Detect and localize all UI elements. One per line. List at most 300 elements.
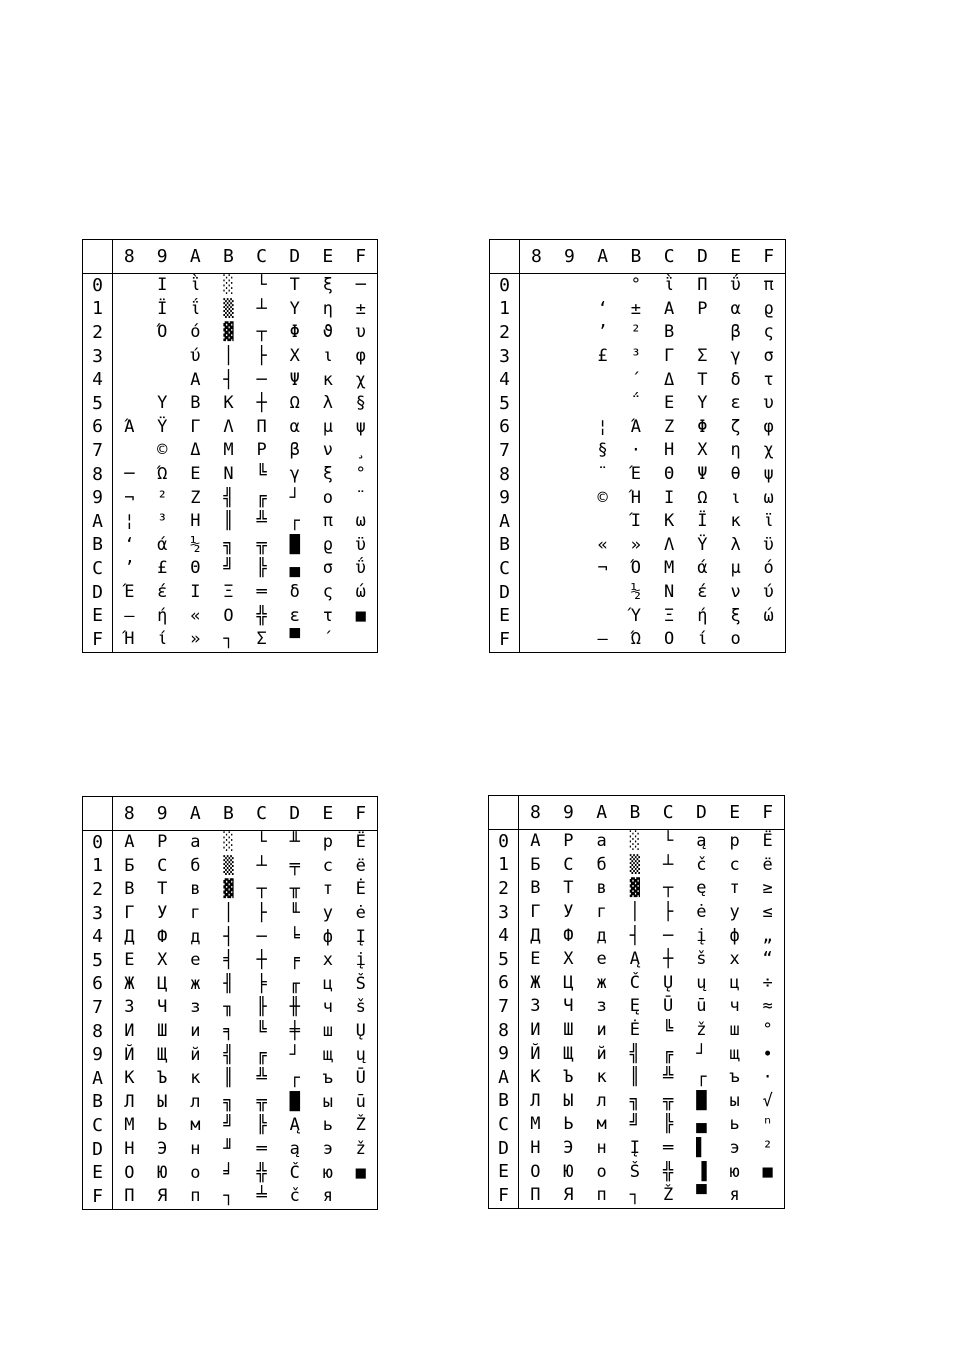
table-row (83, 855, 378, 879)
table-row (489, 1137, 785, 1161)
table-row (83, 557, 378, 581)
char-cell: ╟ (256, 997, 267, 1018)
row-header: F (490, 628, 520, 652)
column-header: D (686, 240, 719, 274)
char-cell: ║ (629, 1067, 640, 1088)
char-cell (553, 274, 586, 298)
char-cell: ы (322, 1091, 333, 1112)
table-row (83, 949, 378, 973)
char-cell: л (190, 1091, 201, 1112)
char-cell: Л (124, 1091, 135, 1112)
char-cell: ░ (223, 832, 234, 853)
char-cell: Ρ (256, 440, 267, 461)
char-cell: ─ (355, 275, 366, 296)
char-cell: Р (157, 832, 168, 853)
char-cell: Χ (289, 346, 300, 367)
char-cell: Ъ (157, 1068, 168, 1089)
char-cell: Η (190, 511, 201, 532)
char-cell: Т (157, 879, 168, 900)
char-cell: ╡ (223, 950, 234, 971)
char-cell: Ф (157, 926, 168, 947)
char-cell: Λ (664, 534, 675, 555)
char-cell: ų (696, 972, 707, 993)
char-cell: Ч (563, 996, 574, 1017)
char-cell: ╩ (663, 1067, 674, 1088)
char-cell: о (596, 1161, 607, 1182)
char-cell: ξ (322, 464, 333, 485)
char-cell: ┴ (256, 298, 267, 319)
char-cell: ь (322, 1115, 333, 1136)
char-cell: Ξ (664, 605, 675, 626)
column-header: E (311, 240, 344, 274)
char-cell: ё (762, 854, 773, 875)
char-cell: Г (124, 903, 135, 924)
char-cell: © (597, 487, 608, 508)
char-cell: л (596, 1090, 607, 1111)
row-header: B (490, 534, 520, 558)
char-cell: м (190, 1115, 201, 1136)
char-cell: ω (355, 511, 366, 532)
char-cell: σ (322, 558, 333, 579)
char-cell: Ы (563, 1090, 574, 1111)
char-cell: Щ (157, 1044, 168, 1065)
char-cell: Ь (563, 1114, 574, 1135)
char-cell: к (190, 1068, 201, 1089)
char-cell: И (530, 1020, 541, 1041)
char-cell: Ω (289, 393, 300, 414)
row-header: 3 (83, 345, 113, 369)
char-cell: О (530, 1161, 541, 1182)
char-cell: Х (157, 950, 168, 971)
table-row (490, 392, 786, 416)
char-cell: ΄ (630, 369, 641, 390)
char-cell: Ε (190, 464, 201, 485)
char-cell: č (696, 854, 707, 875)
char-cell: ц (729, 972, 740, 993)
char-cell: Η (664, 440, 675, 461)
char-cell: Β (664, 322, 675, 343)
char-cell: ξ (730, 605, 741, 626)
table-row (83, 1067, 378, 1091)
char-cell: п (596, 1185, 607, 1206)
char-cell: п (190, 1186, 201, 1207)
column-header: 9 (552, 796, 585, 830)
char-cell: ■ (355, 1162, 366, 1183)
char-cell: Ф (563, 925, 574, 946)
char-cell: к (596, 1067, 607, 1088)
char-cell: Д (124, 926, 135, 947)
char-cell: в (596, 878, 607, 899)
char-cell: π (763, 275, 774, 296)
char-cell: т (322, 879, 333, 900)
char-cell: ά (697, 558, 708, 579)
char-cell: ╒ (289, 950, 300, 971)
char-cell (520, 345, 553, 369)
char-cell: Ω (697, 487, 708, 508)
char-cell: Π (697, 275, 708, 296)
char-cell: ύ (190, 346, 201, 367)
char-cell: ╔ (663, 1043, 674, 1064)
char-cell (586, 392, 619, 416)
char-cell: ³ (630, 346, 641, 367)
char-cell: į (696, 925, 707, 946)
char-cell: ╨ (289, 832, 300, 853)
char-cell: ╚ (663, 1020, 674, 1041)
row-header: 7 (490, 439, 520, 463)
char-cell: А (124, 832, 135, 853)
row-header: F (83, 1185, 113, 1209)
row-header: 2 (83, 878, 113, 902)
row-header: 3 (490, 345, 520, 369)
table-row (490, 557, 786, 581)
char-cell: Κ (664, 511, 675, 532)
table-row (83, 416, 378, 440)
row-header: 2 (83, 321, 113, 345)
table-row (489, 1042, 785, 1066)
char-cell: ┌ (289, 511, 300, 532)
table-row (490, 274, 786, 298)
char-cell: ž (696, 1020, 707, 1041)
char-cell: ф (322, 926, 333, 947)
char-cell: γ (730, 346, 741, 367)
row-header: 6 (83, 973, 113, 997)
char-cell (113, 345, 146, 369)
table-row (83, 973, 378, 997)
charset-table-1 (82, 239, 378, 653)
char-cell: ϊ (763, 511, 774, 532)
char-cell: Δ (664, 369, 675, 390)
char-cell: ζ (730, 416, 741, 437)
char-cell: § (355, 393, 366, 414)
table-row (83, 439, 378, 463)
row-header: 2 (489, 877, 519, 901)
char-cell: ž (355, 1139, 366, 1160)
row-header: 1 (490, 298, 520, 322)
row-header: 7 (83, 439, 113, 463)
column-header: C (245, 240, 278, 274)
char-cell: ╦ (663, 1090, 674, 1111)
corner-cell (83, 240, 113, 274)
char-cell: │ (223, 903, 234, 924)
char-cell: ┤ (223, 369, 234, 390)
table-row (489, 1113, 785, 1137)
char-cell: Τ (697, 369, 708, 390)
char-cell: ┤ (629, 925, 640, 946)
char-cell: γ (289, 464, 300, 485)
row-header: E (83, 1161, 113, 1185)
char-cell: Ū (663, 996, 674, 1017)
row-header: 1 (83, 298, 113, 322)
char-cell: Й (124, 1044, 135, 1065)
char-cell: ‘ (124, 534, 135, 555)
char-cell (553, 534, 586, 558)
row-header: 5 (490, 392, 520, 416)
column-header: 8 (113, 240, 146, 274)
char-cell: Ώ (630, 629, 641, 650)
char-cell: ψ (355, 416, 366, 437)
char-cell: ’ (597, 322, 608, 343)
char-cell: ш (322, 1021, 333, 1042)
column-header: A (179, 240, 212, 274)
column-header: A (585, 796, 618, 830)
char-cell: ϱ (322, 534, 333, 555)
char-cell: ▄ (289, 558, 300, 579)
char-cell: μ (322, 416, 333, 437)
char-cell: ╣ (223, 487, 234, 508)
char-cell: Γ (664, 346, 675, 367)
char-cell: σ (763, 346, 774, 367)
row-header: F (489, 1184, 519, 1208)
char-cell (113, 274, 146, 298)
row-header: E (490, 604, 520, 628)
char-cell (553, 298, 586, 322)
char-cell: Ν (223, 464, 234, 485)
char-cell: ¨ (597, 464, 608, 485)
char-cell: ▄ (696, 1114, 707, 1135)
char-cell: з (190, 997, 201, 1018)
char-cell: ¦ (124, 511, 135, 532)
char-cell (553, 416, 586, 440)
char-cell: ├ (256, 346, 267, 367)
char-cell: Ή (630, 487, 641, 508)
char-cell: ύ (763, 582, 774, 603)
char-cell: Μ (664, 558, 675, 579)
char-cell: β (289, 440, 300, 461)
char-cell: δ (730, 369, 741, 390)
char-cell: ║ (223, 1068, 234, 1089)
char-cell: ░ (629, 831, 640, 852)
column-header: F (752, 240, 785, 274)
char-cell: « (190, 605, 201, 626)
char-cell: ┘ (289, 487, 300, 508)
char-cell: ū (355, 1091, 366, 1112)
table-row (83, 486, 378, 510)
char-cell: έ (697, 582, 708, 603)
char-cell (553, 463, 586, 487)
char-cell: В (530, 878, 541, 899)
char-cell: ╜ (223, 1139, 234, 1160)
char-cell: │ (223, 346, 234, 367)
char-cell: Ж (124, 973, 135, 994)
table-row (489, 1184, 785, 1208)
char-cell: ∙ (762, 1043, 773, 1064)
char-cell: ³ (157, 511, 168, 532)
char-cell (553, 486, 586, 510)
char-cell: П (530, 1185, 541, 1206)
char-cell: Σ (256, 629, 267, 650)
char-cell: у (322, 903, 333, 924)
char-cell: Ė (629, 1020, 640, 1041)
char-cell: ■ (355, 605, 366, 626)
table-row (83, 345, 378, 369)
char-cell: ϋ (763, 534, 774, 555)
table-row (490, 510, 786, 534)
char-cell: ┌ (696, 1067, 707, 1088)
char-cell: ¨ (355, 487, 366, 508)
char-cell: ╚ (256, 1021, 267, 1042)
char-cell: ╝ (223, 1115, 234, 1136)
row-header: 3 (83, 902, 113, 926)
char-cell: Ų (355, 1021, 366, 1042)
char-cell: ° (762, 1020, 773, 1041)
char-cell: Ϊ (697, 511, 708, 532)
column-header: C (245, 797, 278, 831)
char-cell: ь (729, 1114, 740, 1135)
char-cell: ║ (223, 511, 234, 532)
char-cell: щ (322, 1044, 333, 1065)
char-cell: г (190, 903, 201, 924)
table-row (490, 486, 786, 510)
column-header: B (212, 240, 245, 274)
char-cell (113, 439, 146, 463)
char-cell: М (124, 1115, 135, 1136)
column-header: A (179, 797, 212, 831)
char-cell: ² (762, 1138, 773, 1159)
char-cell: Ψ (289, 369, 300, 390)
char-cell: Ή (124, 629, 135, 650)
row-header: 4 (490, 368, 520, 392)
charset-table-4 (488, 795, 785, 1209)
char-cell: ╬ (256, 1162, 267, 1183)
char-cell (553, 581, 586, 605)
char-cell: Я (157, 1186, 168, 1207)
char-cell: Μ (223, 440, 234, 461)
char-cell (520, 534, 553, 558)
char-cell: ╦ (256, 1091, 267, 1112)
char-cell: Š (355, 973, 366, 994)
table-row (490, 439, 786, 463)
row-header: A (83, 1067, 113, 1091)
char-cell: э (729, 1138, 740, 1159)
char-cell: ῒ (190, 275, 201, 296)
char-cell: б (596, 854, 607, 875)
char-cell: η (730, 440, 741, 461)
table-row (83, 321, 378, 345)
char-cell: ╞ (256, 973, 267, 994)
char-cell: г (596, 902, 607, 923)
char-cell: ≈ (762, 996, 773, 1017)
row-header: D (83, 581, 113, 605)
char-cell: ώ (355, 582, 366, 603)
row-header: D (489, 1137, 519, 1161)
char-cell: ─ (256, 926, 267, 947)
char-cell: Ч (157, 997, 168, 1018)
char-cell: Ό (630, 558, 641, 579)
row-header: 8 (83, 463, 113, 487)
char-cell: ϑ (322, 322, 333, 343)
table-row (83, 510, 378, 534)
char-cell: ╬ (256, 605, 267, 626)
char-cell: └ (256, 275, 267, 296)
char-cell: ═ (663, 1138, 674, 1159)
char-cell: я (729, 1185, 740, 1206)
char-cell: П (124, 1186, 135, 1207)
char-cell: ┬ (256, 322, 267, 343)
column-header: 9 (146, 797, 179, 831)
char-cell: З (530, 996, 541, 1017)
corner-cell (489, 796, 519, 830)
char-cell: Н (124, 1139, 135, 1160)
char-cell: Ξ (223, 582, 234, 603)
char-cell: ъ (729, 1067, 740, 1088)
char-cell: ΰ (730, 275, 741, 296)
row-header: 5 (83, 949, 113, 973)
char-cell: ╝ (223, 558, 234, 579)
table-row (83, 1138, 378, 1162)
char-cell: ч (322, 997, 333, 1018)
char-cell: ό (763, 558, 774, 579)
char-cell: ‘ (597, 298, 608, 319)
char-cell (520, 510, 553, 534)
table-row (83, 392, 378, 416)
column-header: B (618, 796, 651, 830)
char-cell: ┐ (223, 1186, 234, 1207)
char-cell: н (190, 1139, 201, 1160)
char-cell: κ (322, 369, 333, 390)
row-header: B (489, 1090, 519, 1114)
char-cell: м (596, 1114, 607, 1135)
row-header: 0 (489, 830, 519, 854)
charset-table-3 (82, 796, 378, 1210)
row-header: C (489, 1113, 519, 1137)
char-cell: Š (629, 1161, 640, 1182)
char-cell: ╦ (256, 534, 267, 555)
char-cell: ─ (663, 925, 674, 946)
row-header: 0 (83, 831, 113, 855)
char-cell: ╠ (256, 1115, 267, 1136)
char-cell: ΐ (190, 298, 201, 319)
char-cell: ▓ (223, 322, 234, 343)
char-cell: О (124, 1162, 135, 1183)
char-cell: Ο (664, 629, 675, 650)
char-cell: ν (730, 582, 741, 603)
char-cell: Ζ (190, 487, 201, 508)
char-cell: Д (530, 925, 541, 946)
row-header: 6 (490, 416, 520, 440)
column-header: 8 (113, 797, 146, 831)
table-row (490, 581, 786, 605)
char-cell (113, 321, 146, 345)
column-header: F (344, 240, 377, 274)
column-header: E (718, 796, 751, 830)
row-header: 5 (83, 392, 113, 416)
char-cell (553, 510, 586, 534)
char-cell: Ί (630, 511, 641, 532)
char-cell: р (729, 831, 740, 852)
char-cell: β (730, 322, 741, 343)
char-cell: ╗ (223, 1091, 234, 1112)
row-header: 9 (83, 1043, 113, 1067)
char-cell: Ϊ (157, 298, 168, 319)
char-cell: ч (729, 996, 740, 1017)
char-cell: С (157, 855, 168, 876)
char-cell: ╛ (223, 1162, 234, 1183)
char-cell (520, 557, 553, 581)
column-header: C (652, 796, 685, 830)
char-cell (586, 604, 619, 628)
column-header: 8 (520, 240, 553, 274)
table-row (489, 995, 785, 1019)
char-cell (113, 298, 146, 322)
char-cell: р (322, 832, 333, 853)
char-cell: д (190, 926, 201, 947)
char-cell: х (322, 950, 333, 971)
char-cell: ▒ (629, 854, 640, 875)
table-row (490, 534, 786, 558)
char-cell: в (190, 879, 201, 900)
char-cell: ή (157, 605, 168, 626)
char-cell: Φ (289, 322, 300, 343)
